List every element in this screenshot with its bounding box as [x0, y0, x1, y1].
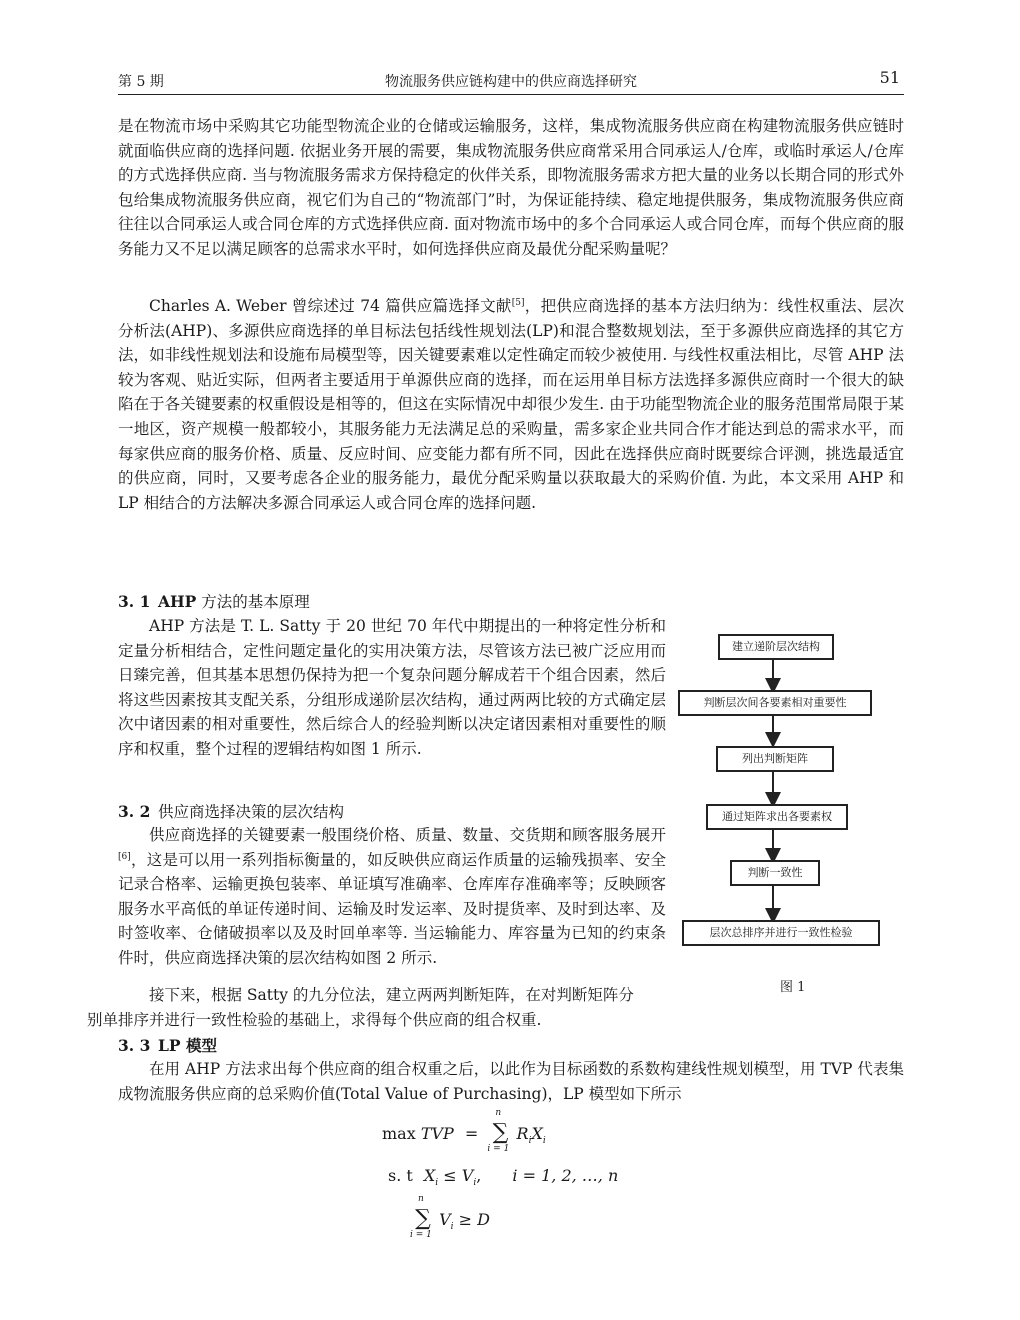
sigma-symbol: ∑	[492, 1120, 509, 1145]
x-symbol: X	[531, 1124, 543, 1143]
v-subscript: i	[473, 1178, 477, 1189]
tvp-symbol: TVP	[420, 1124, 454, 1143]
section-3-2-heading	[118, 800, 344, 822]
x-symbol: X	[423, 1166, 436, 1185]
weber-paragraph	[118, 294, 904, 515]
section-3-2-text-before: 供应商选择的关键要素一般围绕价格、质量、数量、交货期和顾客服务展开	[149, 826, 666, 844]
flow-step-3: 列出判断矩阵	[716, 746, 834, 772]
v-symbol: V	[461, 1166, 474, 1185]
constraint-demand	[410, 1194, 612, 1242]
section-title-bold: AHP	[158, 592, 197, 611]
r-symbol: R	[516, 1124, 529, 1143]
v-symbol: V	[439, 1210, 451, 1229]
le-sign: ≤	[443, 1166, 457, 1185]
index-range: i = 1, 2, …, n	[512, 1166, 619, 1185]
section-title: 方法的基本原理	[196, 593, 310, 611]
ge-sign: ≥	[458, 1210, 473, 1229]
v-subscript: i	[450, 1222, 454, 1233]
objective-function	[382, 1108, 682, 1156]
x-subscript: i	[435, 1178, 439, 1189]
section-number: 3. 2	[118, 802, 151, 821]
weber-text-before: Charles A. Weber 曾综述过 74 篇供应篇选择文献	[149, 297, 512, 315]
flow-step-4: 通过矩阵求出各要素权	[706, 804, 848, 830]
section-3-2-line-2: 别单排序并进行一致性检验的基础上，求得每个供应商的组合权重.	[87, 1010, 542, 1029]
section-3-3-paragraph: 在用 AHP 方法求出每个供应商的组合权重之后，以此作为目标函数的系数构建线性规划模型，用 TVP 代表集成物流服务供应商的总采购价值(Total Value of Purchasing)，LP 模型如下所示	[118, 1060, 904, 1103]
section-3-2-line-1: 接下来，根据 Satty 的九分位法，建立两两判断矩阵，在对判断矩阵分	[149, 986, 634, 1004]
section-number: 3. 3	[118, 1036, 151, 1055]
weber-text-after: ，把供应商选择的基本方法归纳为：线性权重法、层次分析法(AHP)、多源供应商选择的单目标法包括线性规划法(LP)和混合整数规划法，至于多源供应商选择的其它方法，如非线性规划法和设施布局模型等，因关键要素难以定性确定而较少被使用. 与线性权重法相比，尽管 AHP 法较为客观、贴近实际，但两者主要适用于单源供应商的选择，而在运用单目标方法选择多源供应商时一个很大的缺陷在于各关键要素的权重假设是相等的，但这在实际情况中却很少发生. 由于功能型物流企业的服务范围常局限于某一地区，资产规模一般都较小，其服务能力无法满足总的采购量，需多家企业共同合作才能达到总的需求水平，而每家供应商的服务价格、质量、反应时间、应变能力都有所不同，因此在选择供应商时既要综合评测，挑选最适宜的供应商，同时，又要考虑各企业的服务能力，最优分配采购量以获取最大的采购价值. 为此，本文采用 AHP 和 LP 相结合的方法解决多源合同承运人或合同仓库的选择问题.	[118, 297, 904, 512]
page-number: 51	[879, 68, 900, 87]
summation	[410, 1194, 434, 1240]
flow-step-6: 层次总排序并进行一致性检验	[682, 920, 880, 946]
intro-paragraph: 是在物流市场中采购其它功能型物流企业的仓储或运输服务，这样，集成物流服务供应商在构建物流服务供应链时就面临供应商的选择问题. 依据业务开展的需要，集成物流服务供应商常采用合同承运人/仓库，或临时承运人/仓库的方式选择供应商. 当与物流服务需求方保持稳定的伙伴关系，即物流服务需求方把大量的业务以长期合同的形式外包给集成物流服务供应商，视它们为自己的“物流部门”时，为保证能持续、稳定地提供服务，集成物流服务供应商往往以合同承运人或合同仓库的方式选择供应商. 面对物流市场中的多个合同承运人或合同仓库，而每个供应商的服务能力又不足以满足顾客的总需求水平时，如何选择供应商及最优分配采购量呢？	[118, 117, 904, 258]
issue-label: 第 5 期	[118, 74, 164, 90]
section-3-2-text-after: ，这是可以用一系列指标衡量的，如反映供应商运作质量的运输残损率、安全记录合格率、运输更换包装率、单证填写准确率、仓库库存准确率等；反映顾客服务水平高低的单证传递时间、运输及时发运率、及时提货率、及时到达率、及时签收率、仓储破损率以及及时回单率等. 当运输能力、库容量为已知的约束条件时，供应商选择决策的层次结构如图 2 所示.	[118, 850, 666, 967]
citation-5: [5]	[511, 297, 525, 308]
citation-6: [6]	[118, 851, 131, 862]
max-label: max	[382, 1124, 416, 1143]
summation	[487, 1108, 511, 1154]
r-subscript: i	[528, 1136, 532, 1147]
journal-article-title: 物流服务供应链构建中的供应商选择研究	[385, 74, 637, 90]
section-3-1-heading	[118, 590, 310, 612]
sum-lower: i = 1	[487, 1144, 510, 1154]
equals-sign: =	[464, 1124, 479, 1143]
st-label: s. t	[388, 1166, 413, 1185]
running-header	[118, 68, 904, 95]
flow-step-2: 判断层次间各要素相对重要性	[678, 690, 872, 716]
section-3-2-paragraph-2	[87, 983, 666, 1032]
section-title: 供应商选择决策的层次结构	[158, 803, 345, 821]
d-symbol: D	[477, 1210, 490, 1229]
sum-lower: i = 1	[410, 1230, 432, 1240]
flow-step-1: 建立递阶层次结构	[718, 634, 834, 660]
flow-step-5: 判断一致性	[730, 860, 820, 886]
sigma-symbol: ∑	[415, 1206, 431, 1231]
section-3-3-heading	[118, 1034, 217, 1056]
flowchart-arrows	[676, 620, 908, 960]
sum-upper: n	[495, 1108, 502, 1118]
section-number: 3. 1	[118, 592, 151, 611]
figure-1-flowchart	[676, 620, 908, 1000]
sum-upper: n	[418, 1194, 424, 1204]
figure-1-caption: 图 1	[780, 980, 806, 995]
section-3-1-paragraph: AHP 方法是 T. L. Satty 于 20 世纪 70 年代中期提出的一种将定性分析和定量分析相结合，定性问题定量化的实用决策方法，尽管该方法已被广泛应用而日臻完善，但其基本思想仍保持为把一个复杂问题分解成若干个组合因素，然后将这些因素按其支配关系，分组形成递阶层次结构，通过两两比较的方式确定层次中诸因素的相对重要性，然后综合人的经验判断以决定诸因素相对重要性的顺序和权重，整个过程的逻辑结构如图 1 所示.	[118, 617, 666, 758]
section-title: LP 模型	[158, 1036, 217, 1055]
x-subscript: i	[542, 1136, 546, 1147]
section-3-2-paragraph	[118, 823, 666, 971]
constraint-capacity: s. t $X_i \le V_i$, i = 1, 2, …, n	[388, 1166, 619, 1189]
